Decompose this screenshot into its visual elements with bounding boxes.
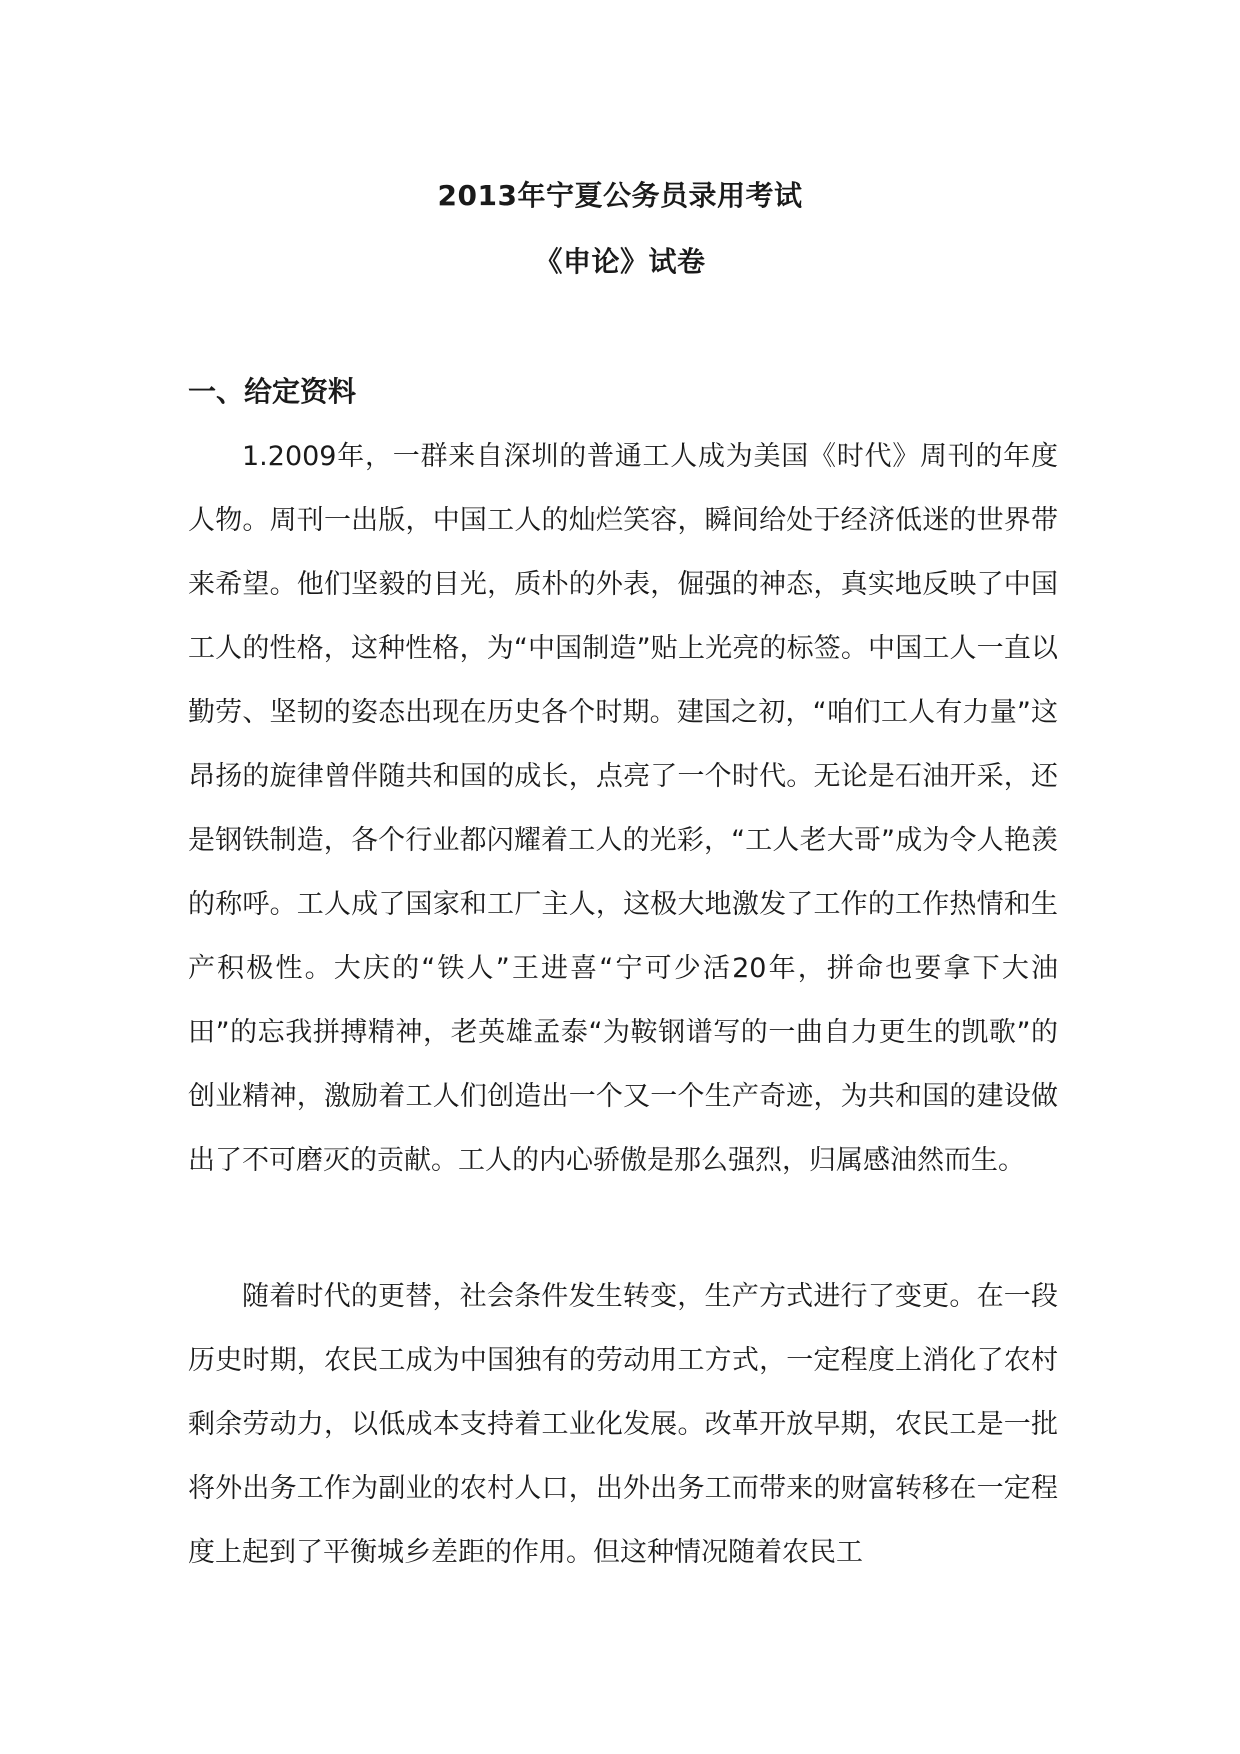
document-subtitle: 《申论》试卷	[534, 245, 706, 278]
document-title: 2013年宁夏公务员录用考试	[437, 179, 803, 212]
paragraph: 1.2009年，一群来自深圳的普通工人成为美国《时代》周刊的年度人物。周刊一出版，中国工人的灿烂笑容，瞬间给处于经济低迷的世界带来希望。他们坚毅的目光，质朴的外表，倔强的神态，真实地反映了中国工人的性格，这种性格，为“中国制造”贴上光亮的标签。中国工人一直以勤劳、坚韧的姿态出现在历史各个时期。建国之初，“咱们工人有力量”这昂扬的旋律曾伴随共和国的成长，点亮了一个时代。无论是石油开采，还是钢铁制造，各个行业都闪耀着工人的光彩，“工人老大哥”成为令人艳羡的称呼。工人成了国家和工厂主人，这极大地激发了工作的工作热情和生产积极性。大庆的“铁人”王进喜“宁可少活20年，拼命也要拿下大油田”的忘我拼搏精神，老英雄孟泰“为鞍钢谱写的一曲自力更生的凯歌”的创业精神，激励着工人们创造出一个又一个生产奇迹，为共和国的建设做出了不可磨灭的贡献。工人的内心骄傲是那么强烈，归属感油然而生。	[188, 441, 1058, 1176]
section-heading: 一、给定资料	[188, 375, 357, 408]
paragraph-block-1	[188, 425, 1058, 1193]
paragraph-block-2	[188, 1265, 1058, 1585]
paragraph: 随着时代的更替，社会条件发生转变，生产方式进行了变更。在一段历史时期，农民工成为中国独有的劳动用工方式，一定程度上消化了农村剩余劳动力，以低成本支持着工业化发展。改革开放早期，农民工是一批将外出务工作为副业的农村人口，出外出务工而带来的财富转移在一定程度上起到了平衡城乡差距的作用。但这种情况随着农民工	[188, 1281, 1058, 1568]
